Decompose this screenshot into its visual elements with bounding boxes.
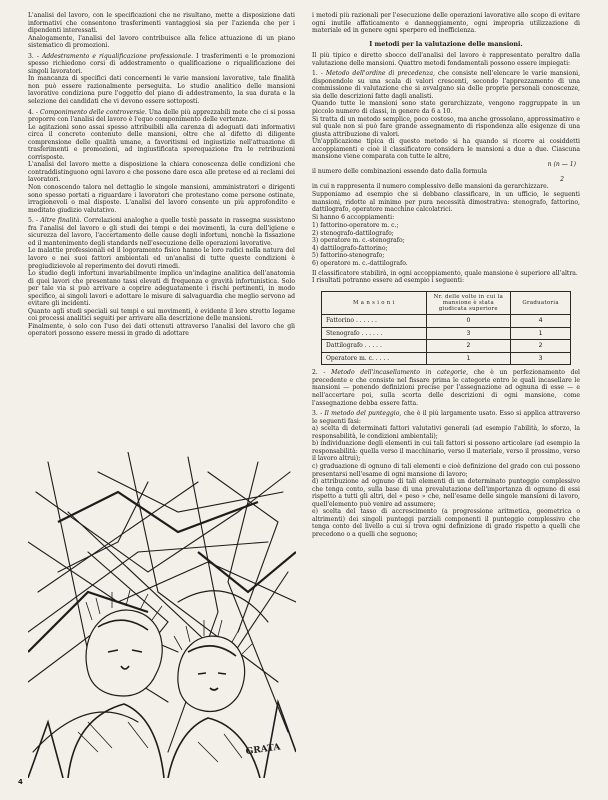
method-body: che è un perfezionamento del precedente e che consiste nel fissare prima le categorie entro le quali incasellare le mansioni — ponendo definizioni precise per l'assegnazione ad ognuna di esse — e nell'accertare poi, sulla scorta delle descrizioni di ogni mansione, come l'assegnazione debba essere fatta.: [312, 369, 581, 407]
artist-signature: GRATA: [245, 742, 282, 758]
section-title: Componimento delle controversie.: [40, 108, 147, 116]
right-column: [312, 12, 580, 538]
section-number: 5. -: [28, 217, 41, 225]
paragraph: Un'applicazione tipica di questo metodo si ha quando si ricorre ai cosiddetti accoppiamenti e cioè il classificatore considera le mansioni a due a due. Ciascuna mansione viene comparata con tutte le altre,: [312, 138, 580, 161]
cell-count: 1: [426, 352, 511, 365]
section-title: Altre finalità.: [40, 217, 82, 225]
section-number: 4. -: [28, 108, 41, 116]
list-item: 3) operatore m. c.-stenografo;: [312, 237, 405, 245]
method-title: Il metodo del punteggio,: [324, 410, 402, 418]
paragraph: Le agitazioni sono assai spesso attribuibili alla carenza di adeguati dati informativi circa il concreto contenuto delle mansioni, oltre che al difetto di diligente comprensione delle qualità umane, a favoritismi ed ingiustizie nell'attuazione di trasferimenti e promozioni, ad ingiustificata sperequazione fra le retribuzioni corrisposte.: [28, 123, 295, 161]
cell-mansione: Stenografo . . . . . .: [322, 327, 427, 340]
method-number: 3. -: [312, 410, 325, 418]
section-title: Addestramento e riqualificazione professionale.: [41, 52, 194, 60]
formula-numerator: n (n — 1): [547, 160, 576, 168]
method-number: 2. -: [312, 369, 332, 377]
section-5: [28, 217, 295, 247]
cell-rank: 1: [511, 327, 571, 340]
paragraph: L'analisi del lavoro mette a disposizione la chiara conoscenza delle condizioni che contraddistinguono ogni lavoro e che possono dare esca alle pretese ed ai reclami dei lavoratori.: [28, 161, 295, 184]
cell-rank: 3: [511, 352, 571, 365]
paragraph: Supponiamo ad esempio che si debbano classificare, in un ufficio, le seguenti mansioni, ridotte al minimo per pura necessità dimostrativa: stenografo, fattorino, dattilografo, operatore macchine calcolatrici.: [312, 191, 580, 214]
method-title: Metodo dell'incasellamento in categorie,: [331, 369, 469, 377]
section-number: 3. -: [28, 52, 42, 60]
section-body: Una delle più apprezzabili mete che ci si possa proporre con l'analisi del lavoro è l'equo componimento delle vertenze.: [28, 108, 295, 124]
section-heading: I metodi per la valutazione delle mansioni.: [369, 39, 523, 48]
paragraph: Si hanno 6 accoppiamenti:: [312, 213, 395, 221]
cell-count: 3: [426, 327, 511, 340]
table-row: [322, 327, 571, 340]
workers-illustration: [28, 452, 296, 778]
paragraph: il numero delle combinazioni essendo dato dalla formula: [312, 168, 488, 176]
formula-denominator: 2: [560, 175, 564, 183]
paragraph: Quanto agli studi speciali sui tempi e sui movimenti, è evidente il loro stretto legame coi processi analitici seguiti per arrivare alla descrizione delle mansioni.: [28, 307, 295, 323]
cell-rank: 4: [511, 315, 571, 328]
paragraph: Il classificatore stabilirà, in ogni accoppiamento, quale mansione è superiore all'altra.: [312, 269, 578, 277]
page-number: 4: [18, 778, 23, 786]
pairs-list: [312, 222, 580, 267]
left-column: [28, 12, 295, 338]
paragraph: I risultati potranno essere ad esempio i seguenti:: [312, 277, 465, 285]
method-3: [312, 410, 580, 425]
paragraph: Quando tutte le mansioni sono state gerarchizzate, vengono raggruppate in un piccolo numero di classi, in genere da 6 a 10.: [312, 100, 580, 116]
method-1: [312, 70, 580, 100]
paragraph: Non conoscendo talora nel dettaglio le singole mansioni, amministratori e dirigenti sono spesso portati a riguardare i lavoratori che protestano come persone ostinate, irragionevoli o mal disposte. L'analisi del lavoro consente un più approfondito e meditato giudizio valutativo.: [28, 184, 295, 214]
method-title: Metodo dell'ordine di precedenza,: [325, 70, 435, 78]
table-row: [322, 340, 571, 353]
list-item: 4) dattilografo-fattorino;: [312, 244, 388, 252]
paragraph: Le malattie professionali ed il logoramento fisico hanno le loro radici nella natura del lavoro e nei suoi fattori ambientali ed un'analisi di tutte queste condizioni è pregiudizievole al reperimento dei dovuti rimedi.: [28, 247, 295, 270]
method-body: che è il più largamente usato. Esso si applica attraverso le seguenti fasi:: [312, 410, 581, 425]
cell-mansione: Dattilografo . . . . .: [322, 340, 427, 353]
section-4: [28, 109, 295, 124]
phase-b: b) individuazione degli elementi in cui tali fattori si possono articolare (ad esempio la responsabilità: quella verso il macchinario, verso il materiale, verso il prossimo, verso il lavoro altrui);: [312, 440, 580, 463]
table-row: [322, 352, 571, 365]
section-body: I trasferimenti e le promozioni spesso richiedono corsi di addestramento o qualificazione o riqualificazione dei singoli lavoratori.: [28, 52, 296, 75]
cell-rank: 2: [511, 340, 571, 353]
section-body: Correlazioni analoghe a quelle testè passate in rassegna sussistono fra l'analisi del lavoro e gli studi dei tempi e dei movimenti, la cura dell'igiene e sicurezza del lavoro, l'accertamento delle cause degli infortuni, nonchè la fissazione ed il mantenimento degli standards nell'esecuzione delle operazioni lavorative.: [28, 217, 296, 247]
phase-d: d) attribuzione ad ognuno di tali elementi di un determinato punteggio complessivo che tenga conto, sulla base di una prevalutazione dell'importanza di ognuno di essi rispetto a tutti gli altri, del « peso » che, nell'esame delle singole mansioni di lavoro, quell'elemento può venire ad assumere;: [312, 478, 580, 508]
cell-mansione: Operatore m. c. . . . .: [322, 352, 427, 365]
method-2: [312, 369, 580, 407]
list-item: 1) fattorino-operatore m. c.;: [312, 222, 399, 230]
paragraph: Lo studio degli infortuni invariabilmente implica un'indagine analitica dell'anatomia di quei lavori che presentano tassi elevati di frequenza e gravità infortunistica. Solo per tale via si può arrivare a coprire adeguatamente i rischi pertinenti, in modo specifico, ai singoli lavori e adottare le misure di salvaguardia che meglio servono ad evitare gli incidenti.: [28, 270, 295, 308]
paragraph: Analogamente, l'analisi del lavoro contribuisce alla felice attuazione di un piano sistematico di promozioni.: [28, 34, 295, 50]
paragraph: Si tratta di un metodo semplice, poco costoso, ma anche grossolano, approssimativo e sul quale non si può fare grande assegnamento di rispondenza alle esigenze di una giusta attribuzione di valori.: [312, 115, 580, 138]
cell-count: 2: [426, 340, 511, 353]
phase-c: c) graduazione di ognuno di tali elementi e cioè definizione del grado con cui possono presentarsi nell'esame di ogni mansione di lavoro;: [312, 462, 580, 478]
method-body: che consiste nell'elencare le varie mansioni, disponendole su una scala di valori crescenti, secondo l'apprezzamento di una commissione di valutazione che si avvalgano sia delle proprie personali conoscenze, sia delle descrizioni fatte dagli analisti.: [312, 70, 581, 100]
paragraph: Finalmente, è solo con l'uso dei dati ottenuti attraverso l'analisi del lavoro che gli operatori possono essere messi in grado di adottare: [28, 322, 295, 338]
ranking-table: [321, 291, 571, 366]
method-number: 1. -: [312, 70, 326, 78]
list-item: 2) stenografo-dattilografo;: [312, 229, 394, 237]
list-item: 5) fattorino-stenografo;: [312, 252, 385, 260]
table-header-row: [322, 291, 571, 315]
column-header: M a n s i o n i: [322, 291, 427, 315]
paragraph: i metodi più razionali per l'esecuzione delle operazioni lavorative allo scopo di evitare ogni inutile affaticamento e danneggiamento, ogni impropria utilizzazione di materiale ed in genere ogni sperpero ed inefficienza.: [312, 12, 580, 35]
column-header: Graduatoria: [511, 291, 571, 315]
cell-mansione: Fattorino . . . . . .: [322, 315, 427, 328]
section-3: [28, 53, 295, 76]
paragraph: in cui n rappresenta il numero complessivo delle mansioni da gerarchizzare.: [312, 183, 549, 191]
phase-e: e) scelta del tasso di accrescimento (a progressione aritmetica, geometrica o altrimenti) dei singoli punteggi parziali componenti il punteggio complessivo che tenga conto del livello a cui si trova ogni definizione di grado rispetto a quelli che precedono o a quelli che seguono;: [312, 508, 580, 538]
phase-a: a) scelta di determinati fattori valutativi generali (ad esempio l'abilità, lo sforzo, la responsabilità, le condizioni ambientali);: [312, 425, 580, 440]
cell-count: 0: [426, 315, 511, 328]
column-header: Nr. delle volte in cui la mansione è stata giudicata superiore: [426, 291, 511, 315]
list-item: 6) operatore m. c.-dattilografo.: [312, 259, 408, 267]
table-row: [322, 315, 571, 328]
paragraph: In mancanza di specifici dati concernenti le varie mansioni lavorative, tale finalità non può essere razionalmente perseguita. Lo studio analitico delle mansioni lavorative condiziona pure l'oggetto del piano di addestramento, la sua durata e la selezione dei candidati che vi devono essere sottoposti.: [28, 75, 295, 106]
paragraph: L'analisi del lavoro, con le specificazioni che ne risultano, mette a disposizione dati informativi che consentono trasferimenti vantaggiosi sia per l'azienda che per i dipendenti interessati.: [28, 12, 295, 35]
paragraph: Il più tipico e diretto sbocco dell'analisi del lavoro è rappresentato peraltro dalla valutazione delle mansioni. Quattro metodi fondamentali possono essere impiegati:: [312, 52, 580, 67]
